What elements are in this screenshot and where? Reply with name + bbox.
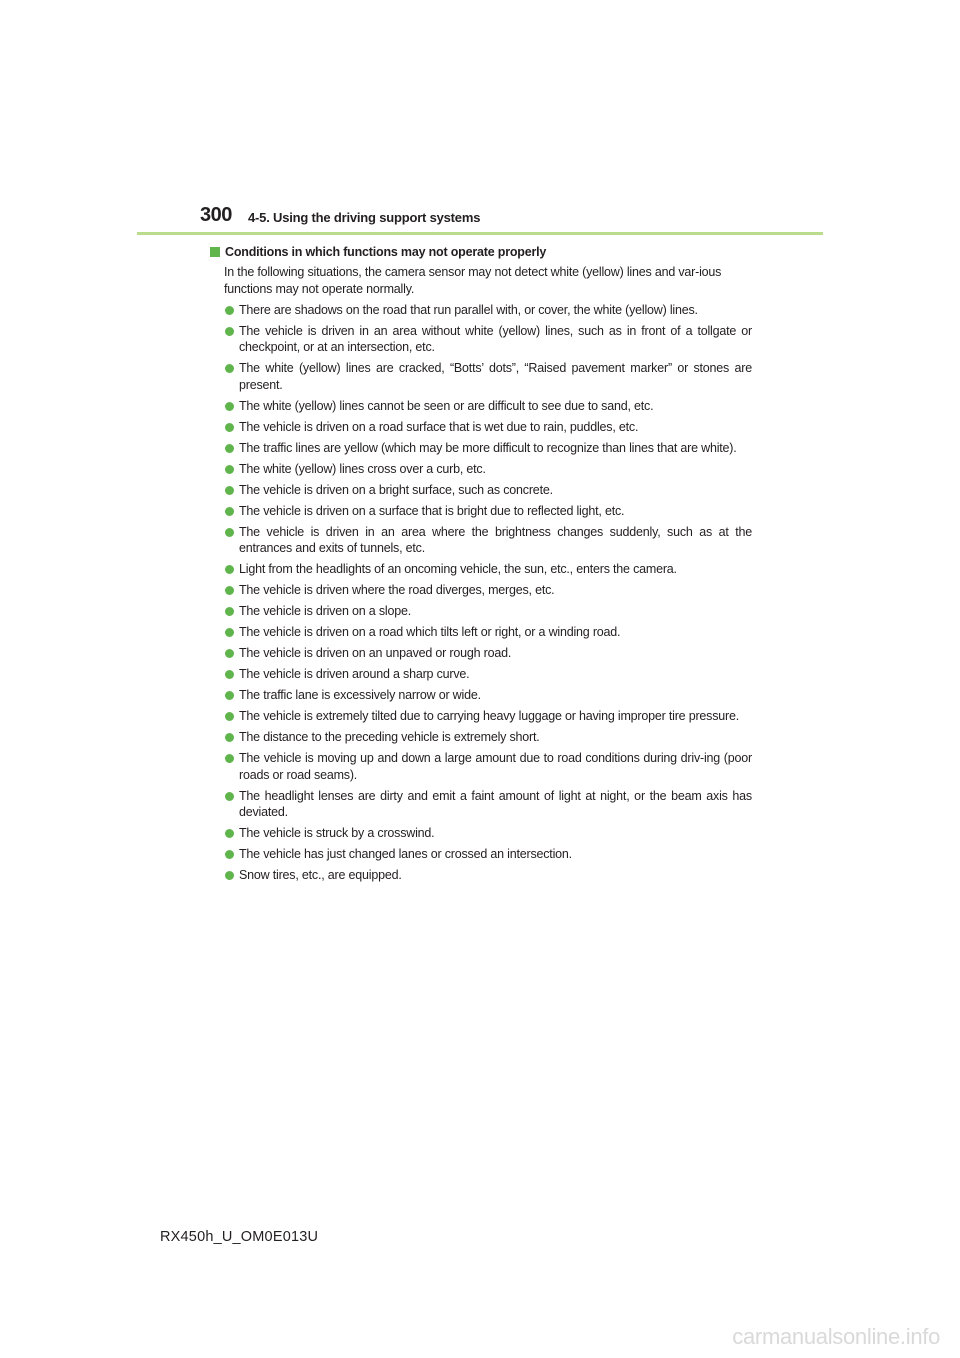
circle-bullet-icon — [225, 423, 234, 432]
circle-bullet-icon — [225, 733, 234, 742]
list-item-text: The vehicle is driven where the road diverges, merges, etc. — [239, 583, 555, 597]
circle-bullet-icon — [225, 628, 234, 637]
list-item-text: The vehicle is driven on a surface that is bright due to reflected light, etc. — [239, 503, 625, 518]
circle-bullet-icon — [225, 792, 234, 801]
circle-bullet-icon — [225, 486, 234, 495]
circle-bullet-icon — [225, 364, 234, 373]
list-item — [210, 323, 752, 356]
list-item — [210, 440, 752, 457]
list-item-text: The vehicle is extremely tilted due to carrying heavy luggage or having improper tire pressure. — [239, 709, 740, 723]
list-item — [210, 398, 752, 415]
list-item-text: The vehicle has just changed lanes or crossed an intersection. — [239, 847, 572, 861]
list-item-text: The vehicle is driven around a sharp curve. — [239, 667, 470, 681]
circle-bullet-icon — [225, 871, 234, 880]
intro-paragraph: In the following situations, the camera sensor may not detect white (yellow) lines and var-ious functions may not operate normally. — [224, 265, 722, 296]
list-item — [210, 524, 752, 557]
list-item-text: Light from the headlights of an oncoming vehicle, the sun, etc., enters the camera. — [239, 562, 677, 576]
list-item — [210, 582, 752, 599]
list-item — [210, 666, 752, 683]
list-item — [210, 750, 752, 783]
circle-bullet-icon — [225, 670, 234, 679]
list-item — [210, 867, 752, 884]
section-title: 4-5. Using the driving support systems — [248, 210, 481, 225]
list-item-text: The vehicle is driven on a slope. — [239, 604, 411, 618]
list-item — [210, 729, 752, 746]
list-item — [210, 461, 752, 478]
list-item — [210, 687, 752, 704]
conditions-heading — [210, 244, 752, 261]
circle-bullet-icon — [225, 444, 234, 453]
list-item-text: The vehicle is struck by a crosswind. — [239, 826, 435, 840]
list-item-text: The vehicle is driven in an area without white (yellow) lines, such as in front of a tollgate or checkpoint, or at an intersection, etc. — [239, 323, 752, 354]
list-item-text: The vehicle is driven in an area where the brightness changes suddenly, such as at the entrances and exits of tunnels, etc. — [239, 524, 752, 555]
circle-bullet-icon — [225, 507, 234, 516]
list-item-text: The vehicle is driven on a road which tilts left or right, or a winding road. — [239, 625, 621, 639]
list-item — [210, 302, 752, 319]
circle-bullet-icon — [225, 754, 234, 763]
circle-bullet-icon — [225, 528, 234, 537]
heading-text: Conditions in which functions may not operate properly — [225, 245, 547, 259]
circle-bullet-icon — [225, 402, 234, 411]
list-item — [210, 603, 752, 620]
square-bullet-icon — [210, 247, 220, 257]
list-item-text: The vehicle is driven on a road surface that is wet due to rain, puddles, etc. — [239, 419, 639, 434]
list-item-text: The distance to the preceding vehicle is extremely short. — [239, 730, 540, 744]
list-item-text: The white (yellow) lines are cracked, “Botts’ dots”, “Raised pavement marker” or stones are present. — [239, 361, 752, 392]
list-item — [210, 360, 752, 393]
circle-bullet-icon — [225, 607, 234, 616]
list-item-text: The vehicle is driven on a bright surface, such as concrete. — [239, 482, 553, 497]
circle-bullet-icon — [225, 649, 234, 658]
watermark: carmanualsonline.info — [732, 1324, 940, 1349]
content — [210, 244, 752, 884]
list-item-text: The headlight lenses are dirty and emit a faint amount of light at night, or the beam axis has deviated. — [239, 788, 752, 819]
list-item — [210, 419, 752, 436]
circle-bullet-icon — [225, 465, 234, 474]
list-item — [210, 482, 752, 499]
circle-bullet-icon — [225, 306, 234, 315]
circle-bullet-icon — [225, 327, 234, 336]
circle-bullet-icon — [225, 691, 234, 700]
list-item — [210, 825, 752, 842]
list-item-text: The white (yellow) lines cannot be seen or are difficult to see due to sand, etc. — [239, 398, 654, 413]
list-item-text: Snow tires, etc., are equipped. — [239, 868, 402, 882]
list-item-text: The traffic lines are yellow (which may be more difficult to recognize than lines that are white). — [239, 440, 737, 455]
list-item — [210, 645, 752, 662]
circle-bullet-icon — [225, 586, 234, 595]
circle-bullet-icon — [225, 829, 234, 838]
list-item — [210, 846, 752, 863]
list-item — [210, 503, 752, 520]
list-item-text: The vehicle is driven on an unpaved or rough road. — [239, 646, 512, 660]
list-item-text: The traffic lane is excessively narrow or wide. — [239, 688, 481, 702]
circle-bullet-icon — [225, 565, 234, 574]
document-id: RX450h_U_OM0E013U — [160, 1229, 319, 1245]
circle-bullet-icon — [225, 712, 234, 721]
list-item — [210, 708, 752, 725]
list-item-text: The vehicle is moving up and down a large amount due to road conditions during driv-ing (poor roads or road seams). — [239, 751, 752, 782]
conditions-list — [210, 302, 752, 884]
list-item-text: The white (yellow) lines cross over a curb, etc. — [239, 461, 486, 476]
list-item — [210, 624, 752, 641]
page-number: 300 — [200, 204, 232, 226]
list-item — [210, 788, 752, 821]
header-rule — [137, 232, 823, 235]
list-item-text: There are shadows on the road that run parallel with, or cover, the white (yellow) lines. — [239, 302, 698, 317]
circle-bullet-icon — [225, 850, 234, 859]
list-item — [210, 561, 752, 578]
